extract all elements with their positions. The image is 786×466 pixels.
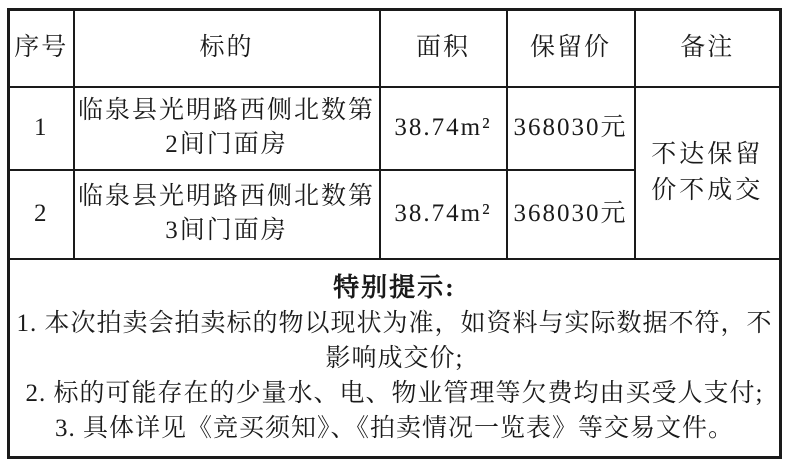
- lot-1-area: 38.74m²: [380, 87, 507, 170]
- header-cell-remark: 备注: [635, 10, 781, 87]
- header-cell-area: 面积: [380, 10, 507, 87]
- special-notes-cell: [9, 259, 781, 458]
- lot-2-no: 2: [9, 170, 74, 259]
- lot-1-no: 1: [9, 87, 74, 170]
- header-cell-no: 序号: [9, 10, 74, 87]
- lot-2-area: 38.74m²: [380, 170, 507, 259]
- table-header-row: [9, 10, 781, 87]
- lot-1-price: 368030元: [507, 87, 635, 170]
- lot-2-price: 368030元: [507, 170, 635, 259]
- lot-2-subject: 临泉县光明路西侧北数第3间门面房: [74, 170, 380, 259]
- header-cell-price: 保留价: [507, 10, 635, 87]
- special-note-item-1: 1. 本次拍卖会拍卖标的物以现状为准，如资料与实际数据不符，不影响成交价;: [16, 309, 773, 372]
- auction-lots-table: [7, 8, 782, 459]
- special-notes-title: 特别提示:: [333, 272, 456, 302]
- header-cell-subject: 标的: [74, 10, 380, 87]
- remark-merged-cell: [635, 87, 781, 259]
- special-note-item-2: 2. 标的可能存在的少量水、电、物业管理等欠费均由买受人支付;: [25, 379, 764, 407]
- lot-1-subject: 临泉县光明路西侧北数第2间门面房: [74, 87, 380, 170]
- table-row: [9, 87, 781, 170]
- remark-text: 不达保留价不成交: [651, 140, 764, 204]
- special-note-item-3: 3. 具体详见《竞买须知》、《拍卖情况一览表》等交易文件。: [54, 414, 734, 442]
- special-notes-row: [9, 259, 781, 458]
